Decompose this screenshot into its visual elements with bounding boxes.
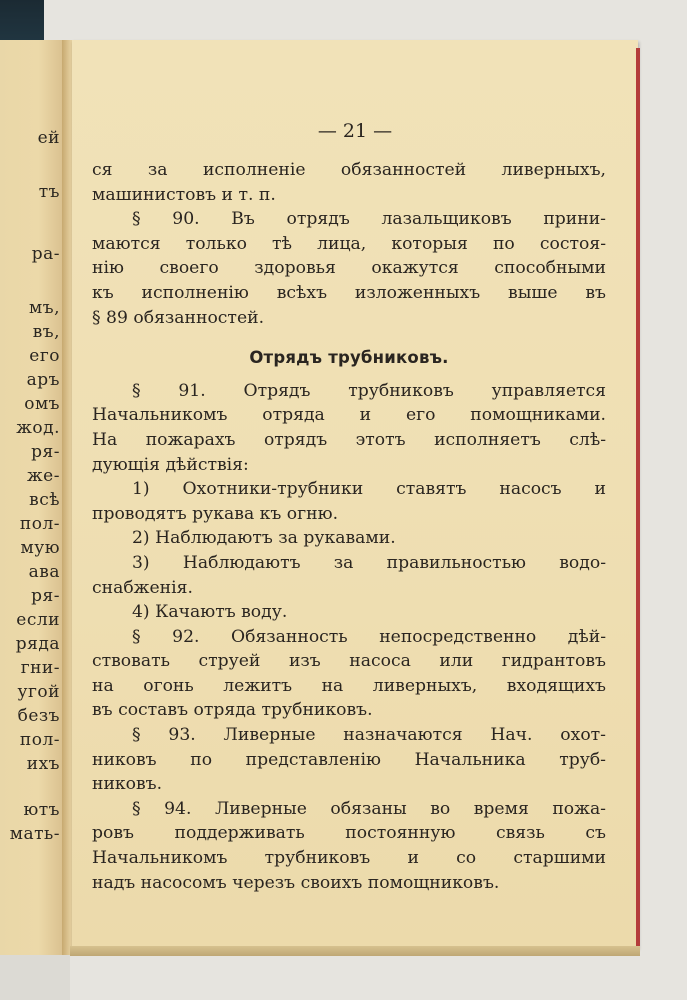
- left-page-fragment: тъ: [38, 182, 60, 202]
- left-page-fragment: гни-: [20, 658, 60, 678]
- text-line: машинистовъ и т. п.: [92, 184, 276, 205]
- left-page-fragment: мъ,: [29, 298, 60, 318]
- text-line: 3) Наблюдаютъ за правильностью водо-: [132, 552, 606, 573]
- page-bottom-edge: [70, 946, 640, 956]
- text-line: § 93. Ливерные назначаются Нач. охот-: [132, 725, 606, 746]
- left-page-fragment: угой: [17, 682, 60, 702]
- text-line: надъ насосомъ черезъ своихъ помощниковъ.: [92, 872, 500, 893]
- text-line: никовъ по представленію Начальника труб-: [92, 749, 606, 770]
- left-page-fragment: ей: [37, 128, 60, 148]
- text-line: снабженія.: [92, 577, 193, 598]
- text-line: 2) Наблюдаютъ за рукавами.: [132, 528, 396, 549]
- left-page-fragment: жод.: [16, 418, 60, 438]
- left-page-fragment: ря-: [31, 442, 60, 462]
- left-page-fragment: всѣ: [29, 490, 60, 510]
- left-page-fragment: мую: [20, 538, 60, 558]
- text-line: На пожарахъ отрядъ этотъ исполняетъ слѣ-: [92, 429, 606, 450]
- left-page-fragment: ихъ: [26, 754, 60, 774]
- left-page-fragment: его: [29, 346, 60, 366]
- left-page: [0, 40, 64, 955]
- page-text: [92, 158, 606, 895]
- left-page-fragment: ряда: [15, 634, 60, 654]
- text-line: 4) Качаютъ воду.: [132, 602, 288, 623]
- text-line: Начальникомъ трубниковъ и со старшими: [92, 848, 606, 869]
- left-page-fragment: аръ: [26, 370, 60, 390]
- left-page-fragment: ютъ: [23, 800, 60, 820]
- text-line: § 91. Отрядъ трубниковъ управляется: [132, 380, 606, 401]
- left-page-fragment: пол-: [19, 514, 60, 534]
- left-page-fragment: ря-: [31, 586, 60, 606]
- text-line: Начальникомъ отряда и его помощниками.: [92, 405, 606, 426]
- text-line: § 90. Въ отрядъ лазальщиковъ прини-: [132, 209, 606, 230]
- text-line: ровъ поддерживать постоянную связь съ: [92, 823, 606, 844]
- left-page-fragment: омъ: [24, 394, 60, 414]
- left-page-fragment: же-: [27, 466, 60, 486]
- left-page-fragment: ава: [28, 562, 60, 582]
- left-page-fragment: если: [16, 610, 60, 630]
- text-line: § 94. Ливерные обязаны во время пожа-: [132, 798, 606, 819]
- section-heading: Отрядъ трубниковъ.: [249, 348, 449, 368]
- text-line: проводятъ рукава къ огню.: [92, 503, 339, 524]
- left-page-fragment: въ,: [32, 322, 60, 342]
- text-line: къ исполненію всѣхъ изложенныхъ выше въ: [92, 282, 606, 303]
- right-page: [72, 40, 638, 948]
- text-line: ствовать струей изъ насоса или гидрантовъ: [92, 651, 606, 672]
- book-cover-edge: [0, 0, 44, 40]
- left-page-fragment: безъ: [17, 706, 60, 726]
- background-strip: [0, 955, 70, 1000]
- text-line: никовъ.: [92, 774, 163, 795]
- left-page-fragment: ра-: [31, 244, 60, 264]
- text-line: 1) Охотники-трубники ставятъ насосъ и: [132, 479, 606, 500]
- page-number: — 21 —: [317, 120, 393, 142]
- left-page-fragment: пол-: [19, 730, 60, 750]
- left-page-fragment: мать-: [9, 824, 60, 844]
- page-edge-red: [636, 48, 640, 948]
- text-line: на огонь лежитъ на ливерныхъ, входящихъ: [92, 675, 606, 696]
- text-line: маются только тѣ лица, которыя по состоя-: [92, 233, 606, 254]
- text-line: § 92. Обязанность непосредственно дѣй-: [132, 626, 606, 647]
- text-line: дующія дѣйствія:: [92, 454, 249, 475]
- text-line: § 89 обязанностей.: [92, 307, 265, 328]
- text-line: нію своего здоровья окажутся способными: [92, 258, 606, 279]
- text-line: ся за исполненіе обязанностей ливерныхъ,: [92, 160, 606, 180]
- text-line: въ составъ отряда трубниковъ.: [92, 700, 373, 721]
